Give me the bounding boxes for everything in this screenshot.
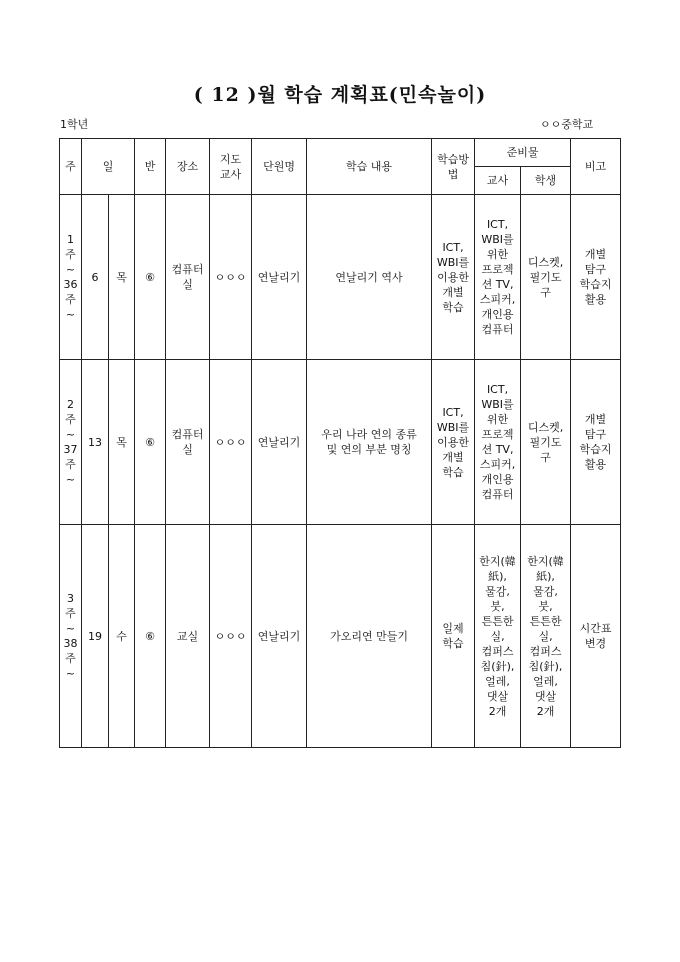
note-cell: 개별 탐구 학습지 활용: [571, 360, 621, 525]
date-cell: 13: [82, 360, 109, 525]
header-materials: 준비물: [475, 139, 571, 167]
grade-label: 1학년: [60, 118, 89, 131]
week-cell: 3 주 ~ 38 주 ~: [60, 525, 82, 748]
header-row: [60, 139, 621, 167]
place-cell: 컴퓨터 실: [166, 360, 210, 525]
date-cell: 6: [82, 195, 109, 360]
week-cell: 2 주 ~ 37 주 ~: [60, 360, 82, 525]
header-place: 장소: [166, 139, 210, 195]
materials-teacher-cell: ICT, WBI를 위한 프로젝 션 TV, 스피커, 개인용 컴퓨터: [475, 360, 521, 525]
header-materials-teacher: 교사: [475, 167, 521, 195]
header-materials-student: 학생: [521, 167, 571, 195]
method-cell: 일제 학습: [432, 525, 475, 748]
teacher-cell: ㅇㅇㅇ: [210, 195, 252, 360]
table-row: [60, 195, 621, 360]
content-cell: 연날리기 역사: [307, 195, 432, 360]
note-cell: 개별 탐구 학습지 활용: [571, 195, 621, 360]
materials-student-cell: 디스켓, 필기도 구: [521, 360, 571, 525]
class-cell: ⑥: [135, 360, 166, 525]
unit-cell: 연날리기: [252, 525, 307, 748]
unit-cell: 연날리기: [252, 360, 307, 525]
materials-teacher-cell: 한지(韓 紙), 물감, 붓, 튼튼한 실, 컴퍼스 침(針), 얼레, 댓살 2개: [475, 525, 521, 748]
note-cell: 시간표 변경: [571, 525, 621, 748]
teacher-cell: ㅇㅇㅇ: [210, 360, 252, 525]
materials-student-cell: 한지(韓 紙), 물감, 붓, 튼튼한 실, 컴퍼스 침(針), 얼레, 댓살 2개: [521, 525, 571, 748]
week-cell: 1 주 ~ 36 주 ~: [60, 195, 82, 360]
class-cell: ⑥: [135, 525, 166, 748]
weekday-cell: 목: [109, 195, 135, 360]
place-cell: 교실: [166, 525, 210, 748]
weekday-cell: 수: [109, 525, 135, 748]
materials-teacher-cell: ICT, WBI를 위한 프로젝 션 TV, 스피커, 개인용 컴퓨터: [475, 195, 521, 360]
table-row: [60, 525, 621, 748]
table-row: [60, 360, 621, 525]
page-title: ( 12 )월 학습 계획표(민속놀이): [193, 84, 487, 106]
header-class: 반: [135, 139, 166, 195]
school-label: ㅇㅇ중학교: [540, 118, 594, 131]
weekday-cell: 목: [109, 360, 135, 525]
lesson-plan-table: [59, 138, 621, 748]
content-cell: 가오리연 만들기: [307, 525, 432, 748]
header-week: 주: [60, 139, 82, 195]
materials-student-cell: 디스켓, 필기도 구: [521, 195, 571, 360]
method-cell: ICT, WBI를 이용한 개별 학습: [432, 360, 475, 525]
place-cell: 컴퓨터 실: [166, 195, 210, 360]
teacher-cell: ㅇㅇㅇ: [210, 525, 252, 748]
class-cell: ⑥: [135, 195, 166, 360]
unit-cell: 연날리기: [252, 195, 307, 360]
header-day: 일: [82, 139, 135, 195]
header-content: 학습 내용: [307, 139, 432, 195]
header-teacher: 지도 교사: [210, 139, 252, 195]
content-cell: 우리 나라 연의 종류 및 연의 부분 명칭: [307, 360, 432, 525]
date-cell: 19: [82, 525, 109, 748]
method-cell: ICT, WBI를 이용한 개별 학습: [432, 195, 475, 360]
header-unit: 단원명: [252, 139, 307, 195]
header-note: 비고: [571, 139, 621, 195]
header-method: 학습방 법: [432, 139, 475, 195]
